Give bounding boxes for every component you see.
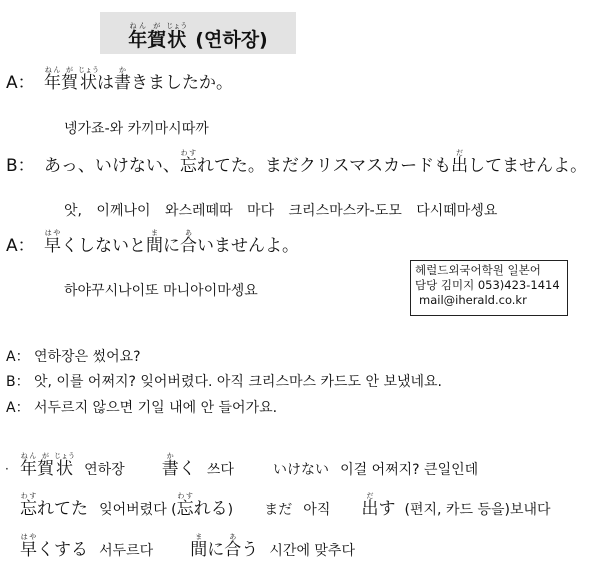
speaker-label: A： bbox=[6, 73, 35, 93]
furigana-reading: はや bbox=[20, 533, 37, 541]
kanji-with-furigana: 賀が bbox=[37, 452, 54, 479]
vocab-word: まだ bbox=[264, 502, 293, 518]
kana-text: きましたか。 bbox=[131, 73, 233, 93]
kana-text: れてた bbox=[37, 499, 88, 519]
vocab-word bbox=[20, 452, 75, 479]
furigana-reading: ねん bbox=[128, 22, 148, 30]
vocab-meaning: 아직 bbox=[303, 502, 331, 518]
vocab-row-2 bbox=[20, 492, 551, 519]
japanese-sentence bbox=[44, 66, 233, 93]
furigana-reading: が bbox=[61, 66, 78, 74]
title-japanese bbox=[128, 22, 187, 52]
dialogue-line-a1 bbox=[6, 66, 233, 93]
translation-text: 서두르지 않으면 기일 내에 안 들어가요. bbox=[34, 400, 278, 416]
speaker-label: B： bbox=[6, 156, 35, 176]
vocab-word-inline bbox=[176, 492, 228, 519]
pronunciation-b1: 앗, 이께나이 와스레떼따 마다 크리스마스카-도모 다시떼마셍요 bbox=[64, 203, 498, 219]
japanese-sentence bbox=[44, 229, 299, 256]
translation-line bbox=[6, 346, 141, 366]
translation-text: 연하장은 썼어요? bbox=[34, 349, 141, 365]
kanji-with-furigana: 状じょう bbox=[166, 22, 188, 51]
kanji-with-furigana: 早はや bbox=[44, 229, 61, 256]
kanji-with-furigana: 年ねん bbox=[44, 66, 61, 93]
lesson-title bbox=[100, 12, 296, 54]
vocab-word bbox=[361, 492, 396, 519]
vocab-word: いけない bbox=[273, 462, 330, 478]
translation-line bbox=[6, 371, 442, 391]
furigana-reading: ねん bbox=[20, 452, 37, 460]
japanese-sentence bbox=[44, 149, 588, 176]
kanji-with-furigana: 間ま bbox=[190, 533, 208, 560]
kanji-with-furigana: 合あ bbox=[180, 229, 197, 256]
kanji-with-furigana: 忘わす bbox=[20, 492, 37, 519]
vocab-bullet: · bbox=[5, 462, 9, 476]
kanji-with-furigana: 書か bbox=[161, 452, 179, 479]
furigana-reading: わす bbox=[176, 492, 194, 500]
vocab-meaning: 쓰다 bbox=[206, 462, 234, 478]
contact-box bbox=[410, 260, 568, 316]
kanji-with-furigana: 出だ bbox=[361, 492, 379, 519]
dialogue-line-b1 bbox=[6, 149, 587, 176]
vocab-row-3 bbox=[20, 533, 355, 560]
contact-teacher-phone: 담당 김미지 053)423-1414 bbox=[415, 278, 560, 292]
kana-text: に bbox=[207, 540, 225, 560]
contact-email: mail@iherald.co.kr bbox=[419, 293, 527, 307]
title-korean: (연하장) bbox=[195, 29, 268, 51]
kanji-with-furigana: 賀が bbox=[61, 66, 78, 93]
kana-text: れる bbox=[193, 499, 228, 519]
kanji-with-furigana: 出だ bbox=[451, 149, 469, 176]
translation-line bbox=[6, 397, 277, 417]
speaker-label: A： bbox=[6, 236, 35, 256]
kana-text: あっ、いけない、 bbox=[44, 156, 180, 176]
vocab-word bbox=[20, 533, 88, 560]
kanji-with-furigana: 合あ bbox=[224, 533, 242, 560]
furigana-reading: が bbox=[37, 452, 54, 460]
vocab-word bbox=[161, 452, 196, 479]
vocab-word bbox=[20, 492, 88, 519]
kanji-with-furigana: 状じょう bbox=[78, 66, 99, 93]
vocab-meaning: 잊어버렸다 ( bbox=[99, 502, 177, 518]
kana-text: くする bbox=[37, 540, 88, 560]
vocab-row-1 bbox=[20, 452, 478, 479]
kanji-with-furigana: 忘わす bbox=[176, 492, 194, 519]
furigana-reading: か bbox=[114, 66, 131, 74]
furigana-reading: はや bbox=[44, 229, 61, 237]
kanji-with-furigana: 状じょう bbox=[54, 452, 75, 479]
furigana-reading: じょう bbox=[54, 452, 75, 460]
translation-text: 앗, 이를 어쩌지? 잊어버렸다. 아직 크리스마스 카드도 안 보냈네요. bbox=[34, 374, 443, 390]
kana-text: く bbox=[178, 459, 196, 479]
kanji-with-furigana: 忘わす bbox=[179, 149, 197, 176]
furigana-reading: じょう bbox=[78, 66, 99, 74]
furigana-reading: だ bbox=[451, 149, 469, 157]
vocab-meaning: (편지, 카드 등을)보내다 bbox=[404, 502, 551, 518]
pronunciation-a2: 하야꾸시나이또 마니아이마셍요 bbox=[64, 283, 258, 299]
kana-text: す bbox=[378, 499, 396, 519]
vocab-paren: ) bbox=[227, 502, 234, 518]
furigana-reading: あ bbox=[180, 229, 197, 237]
furigana-reading: わす bbox=[179, 149, 197, 157]
kanji-with-furigana: 年ねん bbox=[128, 22, 148, 51]
kana-text: に bbox=[163, 236, 180, 256]
vocab-meaning: 연하장 bbox=[84, 462, 125, 478]
kana-text: れてた。まだクリスマスカードも bbox=[196, 156, 452, 176]
furigana-reading: ま bbox=[146, 229, 163, 237]
kanji-with-furigana: 間ま bbox=[146, 229, 163, 256]
pronunciation-a1: 넹가죠-와 카끼마시따까 bbox=[64, 121, 209, 137]
furigana-reading: ま bbox=[190, 533, 208, 541]
furigana-reading: か bbox=[161, 452, 179, 460]
furigana-reading: だ bbox=[361, 492, 379, 500]
kana-text: してませんよ。 bbox=[468, 156, 588, 176]
furigana-reading: ねん bbox=[44, 66, 61, 74]
vocab-meaning: 시간에 맞추다 bbox=[269, 543, 355, 559]
vocab-word bbox=[190, 533, 259, 560]
kana-text: は bbox=[97, 73, 114, 93]
kanji-with-furigana: 書か bbox=[114, 66, 131, 93]
furigana-reading: わす bbox=[20, 492, 37, 500]
kana-text: くしないと bbox=[61, 236, 146, 256]
speaker-label: A： bbox=[6, 400, 30, 416]
vocab-meaning: 이걸 어쩌지? 큰일인데 bbox=[340, 462, 479, 478]
furigana-reading: が bbox=[147, 22, 167, 30]
dialogue-line-a2 bbox=[6, 229, 299, 256]
speaker-label: B： bbox=[6, 374, 30, 390]
kanji-with-furigana: 年ねん bbox=[20, 452, 37, 479]
speaker-label: A： bbox=[6, 349, 30, 365]
furigana-reading: あ bbox=[224, 533, 242, 541]
kana-text: う bbox=[241, 540, 259, 560]
contact-academy: 헤럴드외국어학원 일본어 bbox=[415, 263, 541, 277]
kanji-with-furigana: 賀が bbox=[147, 22, 167, 51]
kana-text: いませんよ。 bbox=[197, 236, 299, 256]
vocab-meaning: 서두르다 bbox=[99, 543, 154, 559]
furigana-reading: じょう bbox=[166, 22, 188, 30]
kanji-with-furigana: 早はや bbox=[20, 533, 37, 560]
